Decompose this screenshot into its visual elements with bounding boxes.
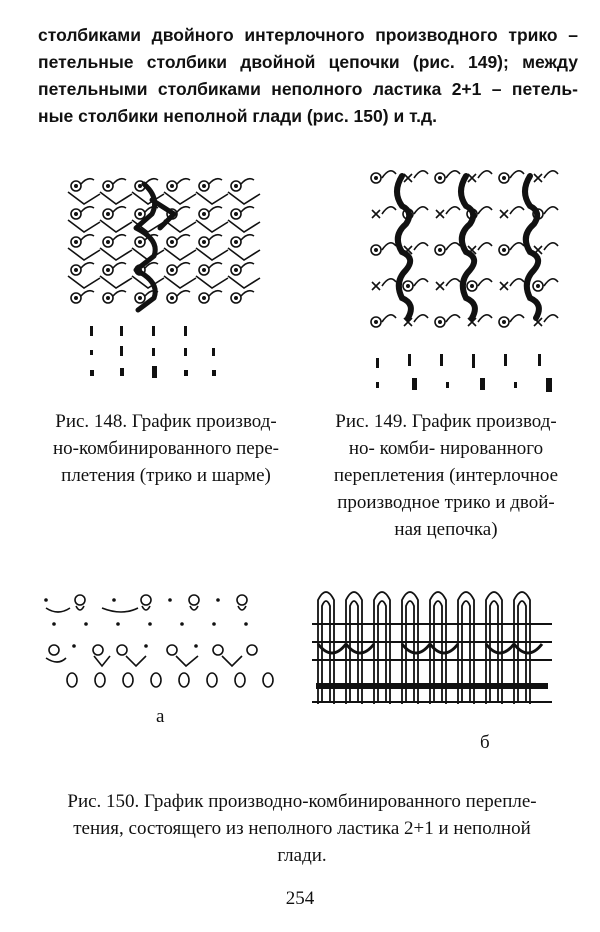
caption-line: плетения (трико и шарме) [61, 465, 271, 486]
figure-150b-diagram [312, 584, 552, 720]
figure-149-diagram [362, 162, 562, 402]
figure-150a-label: а [156, 706, 165, 727]
caption-line: производное трико и двой- [337, 492, 555, 513]
caption-line: Рис. 149. График производ- [335, 411, 557, 432]
caption-line: тения, состоящего из неполного ластика 2+1 и неполной [73, 818, 531, 839]
intro-line: петельные столбики двойной цепочки (рис. 149); между [38, 52, 578, 72]
figure-150-caption [36, 788, 568, 869]
caption-line: ная цепочка) [394, 519, 498, 540]
intro-line: столбиками двойного интерлочного производного трико – [38, 25, 578, 45]
intro-line: петельными столбиками неполного ластика 2+1 – петель- [38, 79, 578, 99]
figure-148-caption [30, 408, 302, 489]
figure-149-caption [312, 408, 580, 543]
caption-line: переплетения (интерлочное [333, 465, 559, 486]
caption-line: но-комбинированного пере- [52, 438, 279, 459]
caption-line: глади. [277, 845, 327, 866]
figure-150a-diagram [42, 580, 282, 700]
intro-line: ные столбики неполной глади (рис. 150) и т.д. [38, 106, 437, 126]
caption-line: Рис. 148. График производ- [55, 411, 277, 432]
caption-line: но- комби- нированного [348, 438, 544, 459]
page-number: 254 [285, 888, 315, 909]
intro-paragraph [38, 22, 578, 130]
figure-148-diagram [62, 170, 272, 390]
figure-150b-label: б [480, 732, 490, 753]
caption-line: Рис. 150. График производно-комбинированного перепле- [67, 791, 537, 812]
